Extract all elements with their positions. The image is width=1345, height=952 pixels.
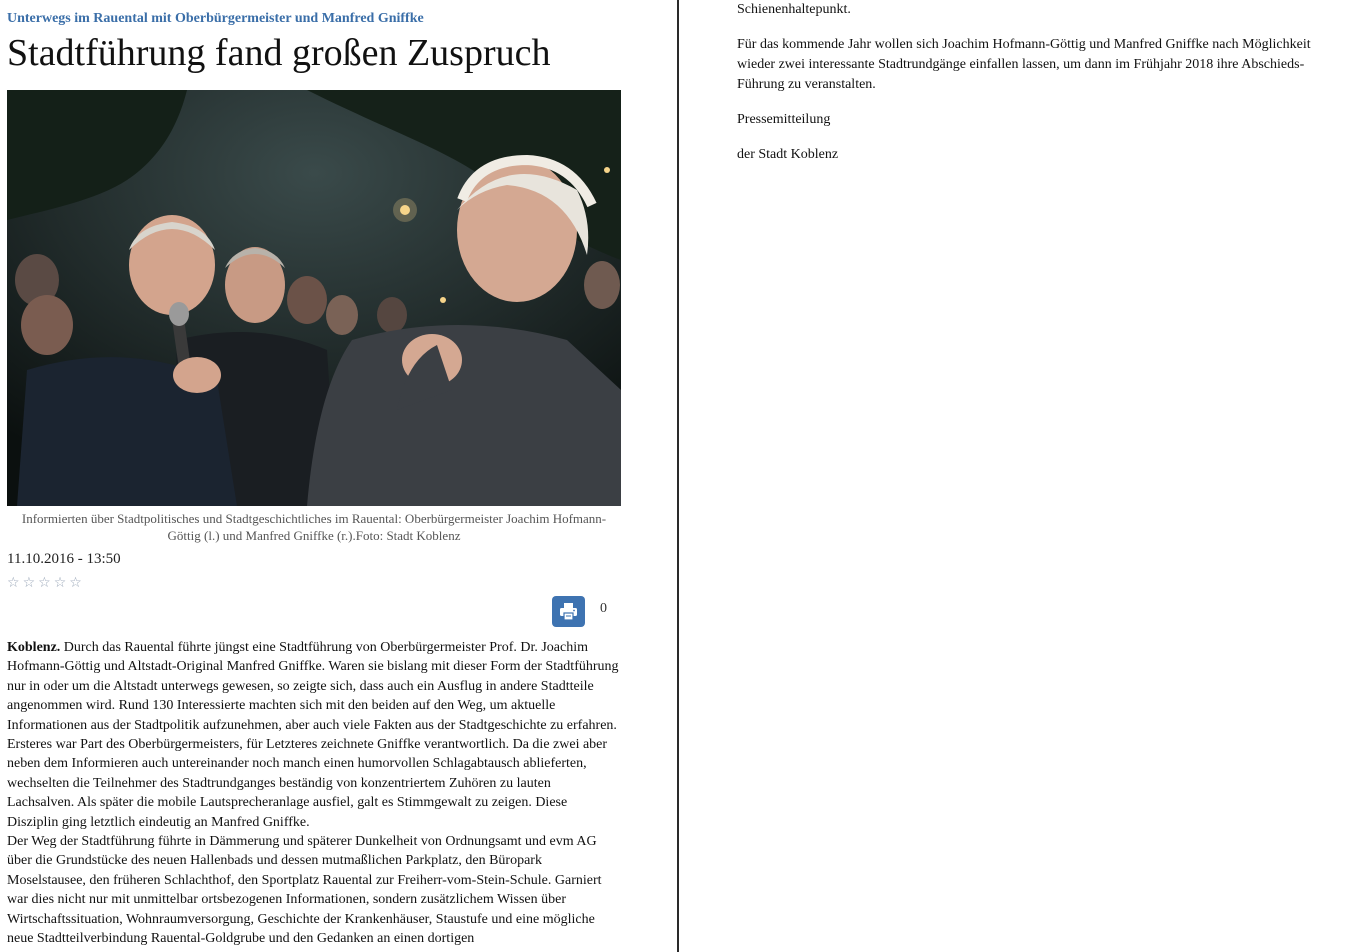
paragraph-text: Durch das Rauental führte jüngst eine Stadtführung von Oberbürgermeister Prof. Dr. Joachim Hofmann-Göttig und Altstadt-Original Manfred Gniffke. Waren sie bislang mit dieser Form der Stadtführung nur in oder um die Altstadt unterwegs gewesen, so zeigte sich, dass auch ein Ausflug in andere Stadtteile angenommen wird. Rund 130 Interessierte machten sich mit den beiden auf den Weg, um aktuelle Informationen aus der Stadtpolitik aufzunehmen, aber auch viele Fakten aus der Stadtgeschichte zu erfahren. Ersteres war Part des Oberbürgermeisters, für Letzteres zeichnete Gniffke verantwortlich. Da die zwei aber neben dem Informieren auch untereinander noch manch einen humorvollen Schlagabtausch ablieferten, wechselten die Teilnehmer des Stadtrundganges beständig von konzentriertem Zuhören zu lauten Lachsalven. Als später die mobile Lautsprecheranlage ausfiel, galt es Stimmgewalt zu zeigen. Diese Disziplin ging letztlich eindeutig an Manfred Gniffke. [7,640,619,830]
continuation-text: Schienenhaltepunkt. [737,2,851,17]
print-icon [559,602,578,621]
article-continuation-column [737,0,1337,180]
article-paragraph: Für das kommende Jahr wollen sich Joachim Hofmann-Göttig und Manfred Gniffke nach Möglichkeit wieder zwei interessante Stadtrundgänge einfallen lassen, um dann im Frühjahr 2018 ihre Abschieds-Führung zu veranstalten. [737,37,1311,92]
star-icon[interactable]: ☆ [22,575,36,591]
dateline-place: Koblenz. [7,640,61,655]
star-icon[interactable]: ☆ [38,575,51,591]
print-count: 0 [600,601,607,616]
star-icon[interactable]: ☆ [53,575,67,591]
article-photo[interactable] [7,90,621,506]
article-paragraph [7,638,619,832]
press-release-source: der Stadt Koblenz [737,147,839,162]
article-kicker: Unterwegs im Rauental mit Oberbürgermeister und Manfred Gniffke [7,11,424,26]
article-body [7,638,619,949]
article-paragraph: Der Weg der Stadtführung führte in Dämmerung und späterer Dunkelheit von Ordnungsamt und evm AG über die Grundstücke des neuen Hallenbads und dessen mutmaßlichen Parkplatz, den Büropark Moselstausee, den früheren Schlachthof, den Sportplatz Rauental zur Freiherr-vom-Stein-Schule. Garniert war dies nicht nur mit unmittelbar ortsbezogenen Informationen, sondern zusätzlichem Wissen über Wirtschaftssituation, Wohnraumversorgung, Geschichte der Krankenhäuser, Staustufe und eine mögliche neue Stadtteilverbindung Rauental-Goldgrube und den Gedanken an einen dortigen [7,834,602,947]
column-divider [677,0,679,952]
star-icon[interactable]: ☆ [7,575,20,591]
star-rating[interactable] [7,575,82,591]
publish-date: 11.10.2016 - 13:50 [7,551,121,567]
photo-illustration [7,90,621,506]
photo-caption: Informierten über Stadtpolitisches und Stadtgeschichtliches im Rauental: Oberbürgermeister Joachim Hofmann-Göttig (l.) und Manfred Gniffke (r.).Foto: Stadt Koblenz [21,511,607,543]
press-release-label: Pressemitteilung [737,112,831,127]
star-icon[interactable]: ☆ [69,575,82,591]
article-headline: Stadtführung fand großen Zuspruch [7,32,551,74]
print-button[interactable] [552,596,585,627]
